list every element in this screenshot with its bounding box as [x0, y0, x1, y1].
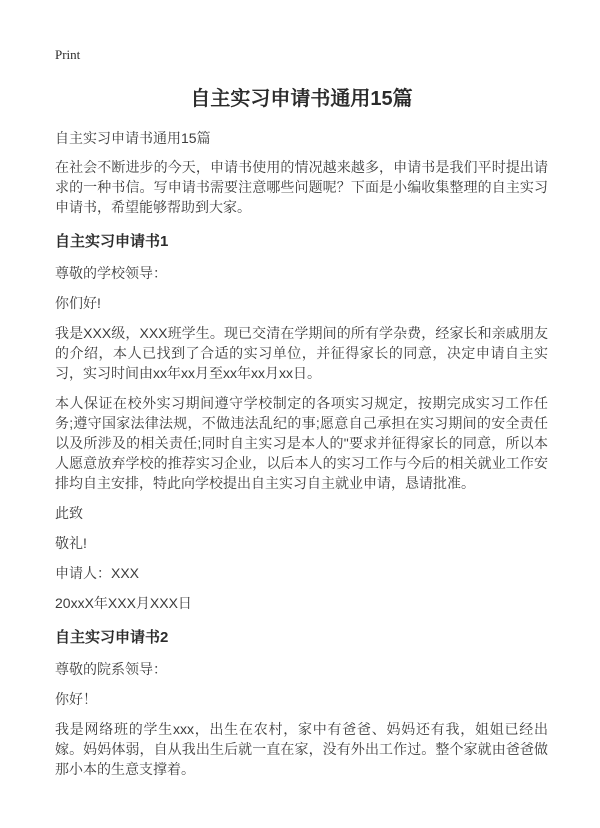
letter1-applicant: 申请人：XXX — [55, 565, 140, 581]
letter1-regards: 敬礼! — [55, 535, 87, 551]
letter1-salutation: 尊敬的学校领导： — [55, 265, 167, 281]
letter1-heading: 自主实习申请书1 — [55, 233, 169, 250]
letter1-body-paragraph-2: 本人保证在校外实习期间遵守学校制定的各项实习规定，按期完成实习工作任务;遵守国家法律法规，不做违法乱纪的事;愿意自己承担在实习期间的安全责任以及所涉及的相关责任;同时自主实习是本人的"要求并征得家长的同意，所以本人愿意放弃学校的推荐实习企业，以后本人的实习工作与今后的相关就业工作安排均自主安排，特此向学校提出自主实习自主就业申请，恳请批准。 — [55, 395, 548, 491]
letter1-date: 20xxX年XXX月XXX日 — [55, 595, 192, 611]
intro-paragraph: 在社会不断进步的今天，申请书使用的情况越来越多，申请书是我们平时提出请求的一种书信。写申请书需要注意哪些问题呢？下面是小编收集整理的自主实习申请书，希望能够帮助到大家。 — [55, 159, 548, 215]
letter1-body-paragraph-1: 我是XXX级，XXX班学生。现已交清在学期间的所有学杂费，经家长和亲戚朋友的介绍，本人已找到了合适的实习单位，并征得家长的同意，决定申请自主实习，实习时间由xx年xx月至xx年xx月xx日。 — [55, 325, 548, 381]
print-link[interactable]: Print — [55, 47, 81, 62]
letter2-greeting: 你好！ — [55, 691, 97, 707]
letter1-closing: 此致 — [55, 505, 83, 521]
letter2-body-paragraph-1: 我是网络班的学生xxx，出生在农村，家中有爸爸、妈妈还有我，姐姐已经出嫁。妈妈体弱，自从我出生后就一直在家，没有外出工作过。整个家就由爸爸做那小本的生意支撑着。 — [55, 721, 548, 777]
letter2-salutation: 尊敬的院系领导： — [55, 661, 167, 677]
page-title: 自主实习申请书通用15篇 — [190, 88, 413, 110]
letter2-heading: 自主实习申请书2 — [55, 629, 169, 646]
letter1-greeting: 你们好! — [55, 295, 101, 311]
document-subtitle: 自主实习申请书通用15篇 — [55, 130, 211, 146]
